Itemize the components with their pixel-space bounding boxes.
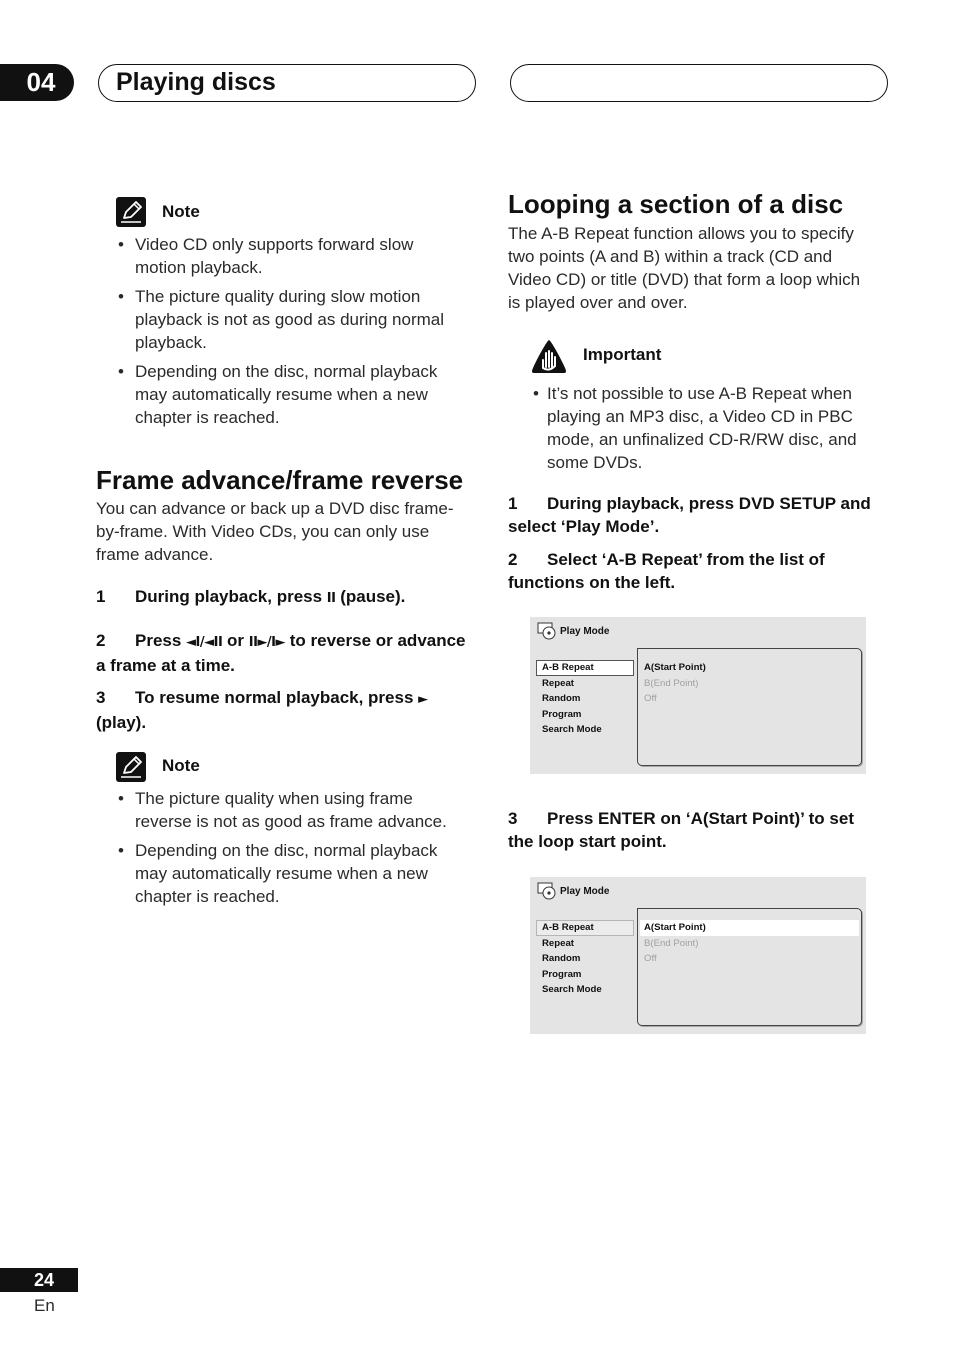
step-2 [508,548,876,594]
note-item: • The picture quality when using frame reverse is not as good as frame advance. [118,787,465,833]
chapter-title: Playing discs [116,68,276,96]
step-text: During playback, press [135,587,327,606]
play-mode-screen [530,877,866,1034]
step-1 [508,492,876,538]
menu-item-repeat: Repeat [542,677,574,689]
header-empty-box [510,64,888,102]
option-off: Off [644,953,657,964]
menu-item-random: Random [542,953,581,964]
play-mode-screen [530,617,866,774]
note-item: • Video CD only supports forward slow motion playback. [118,233,465,279]
step-text: Press ENTER on ‘A(Start Point)’ to set the loop start point. [508,809,854,851]
step-text: During playback, press DVD SETUP and select ‘Play Mode’. [508,494,871,536]
options-panel [637,908,862,1026]
option-end-point: B(End Point) [644,937,699,949]
note-list [118,787,465,914]
step-text: Press [135,631,187,650]
option-start-point: A(Start Point) [640,920,859,936]
screen-title: Play Mode [560,626,610,637]
chapter-tab [0,64,74,101]
step-number: 3 [508,809,518,828]
menu-item-search-mode: Search Mode [542,984,602,995]
note-item: • The picture quality during slow motion playback is not as good as during normal playback. [118,285,465,354]
page-number: 24 [34,1270,55,1290]
step-text: (pause). [335,587,406,606]
note-label: Note [162,756,200,775]
note-label: Note [162,202,200,221]
option-end-point: B(End Point) [644,677,699,689]
option-off: Off [644,693,657,704]
menu-item-ab-repeat: A-B Repeat [536,660,634,676]
screen-menu [536,660,634,738]
section-intro: The A-B Repeat function allows you to specify two points (A and B) within a track (CD and Video CD) or title (DVD) that form a loop which is played over and over. [508,224,861,312]
important-item: • It’s not possible to use A-B Repeat when playing an MP3 disc, a Video CD in PBC mode, an unfinalized CD-R/RW disc, and some DVDs. [533,382,876,474]
page-number-box [0,1268,78,1292]
step-1 [96,585,468,610]
section-heading-frame-advance: Frame advance/frame reverse [96,465,464,495]
menu-item-random: Random [542,693,581,704]
options-panel [637,648,862,766]
step-number: 2 [508,550,518,569]
menu-item-program: Program [542,968,582,980]
step-2 [96,629,468,677]
important-list [533,382,876,480]
step-3 [96,686,468,734]
menu-item-ab-repeat: A-B Repeat [536,920,634,936]
step-3 [508,807,876,853]
step-text: To resume normal playback, press [135,688,419,707]
options-list [640,920,859,967]
pause-symbol: II [326,591,336,606]
step-text: (play). [96,713,147,732]
menu-item-program: Program [542,708,582,720]
step-text: to reverse or advance a frame at a time. [96,631,466,675]
step-number: 1 [508,494,518,513]
step-text: Select ‘A-B Repeat’ from the list of functions on the left. [508,550,825,592]
step-number: 3 [96,688,106,707]
chapter-title-box [98,64,476,102]
options-list [640,660,859,707]
reverse-symbols: ◄I/◄II [186,635,223,650]
note-list [118,233,465,435]
disc-icon [537,622,557,640]
step-text: or [222,631,249,650]
section-heading-looping: Looping a section of a disc [508,189,844,219]
section-intro: You can advance or back up a DVD disc frame-by-frame. With Video CDs, you can only use frame advance. [96,499,454,564]
note-item: • Depending on the disc, normal playback may automatically resume when a new chapter is reached. [118,360,465,429]
option-start-point: A(Start Point) [644,662,706,673]
advance-symbols: II►/I► [248,635,286,650]
note-pencil-icon [116,197,146,227]
menu-item-repeat: Repeat [542,937,574,949]
important-label: Important [583,345,662,364]
language-code: En [34,1296,55,1315]
chapter-number: 04 [26,67,56,97]
menu-item-search-mode: Search Mode [542,724,602,735]
note-pencil-icon [116,752,146,782]
step-number: 1 [96,587,106,606]
step-number: 2 [96,631,106,650]
play-symbol: ► [418,692,428,707]
screen-title: Play Mode [560,886,610,897]
disc-icon [537,882,557,900]
screen-menu [536,920,634,998]
note-item: • Depending on the disc, normal playback may automatically resume when a new chapter is reached. [118,839,465,908]
important-hand-icon [530,338,568,375]
